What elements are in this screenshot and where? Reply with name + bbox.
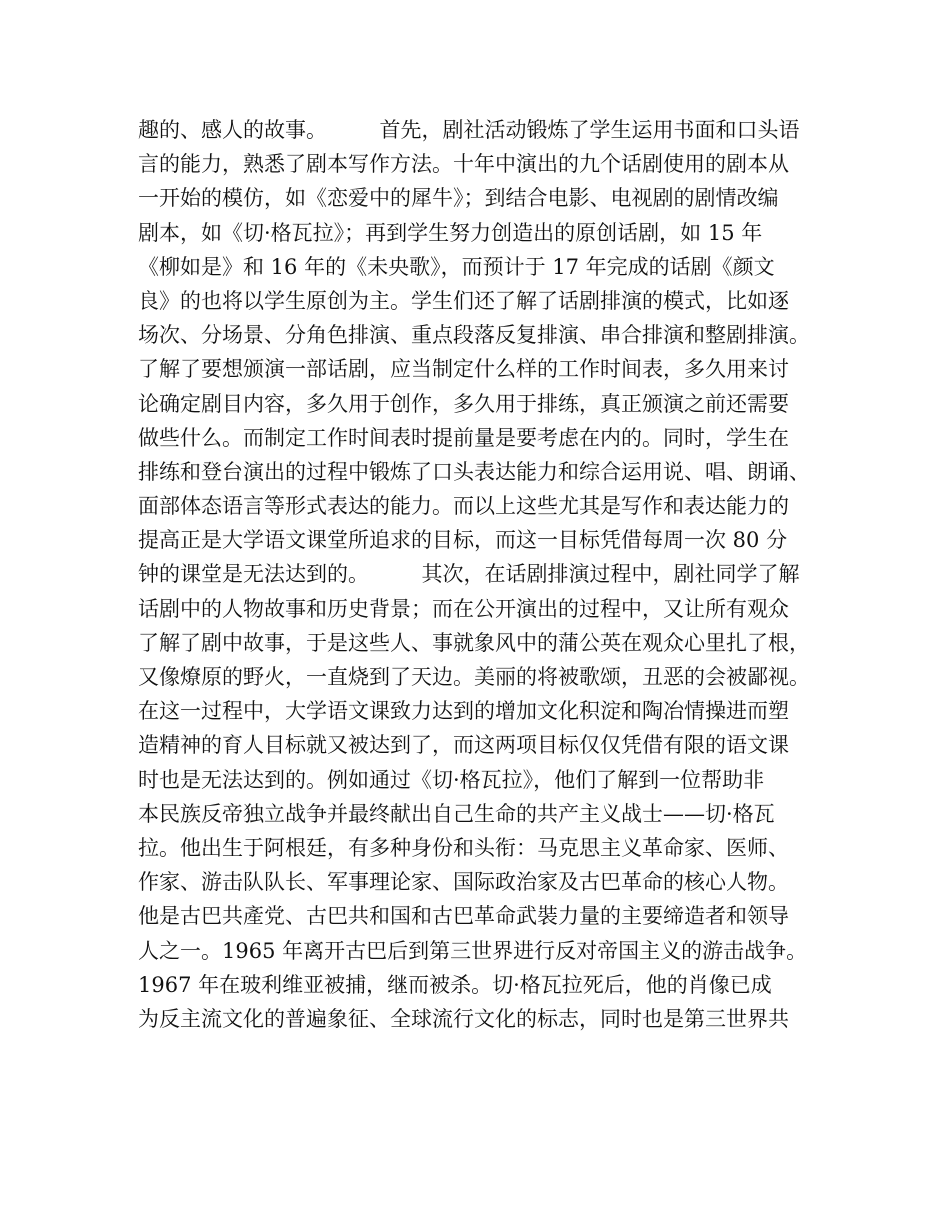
- text-line: 良》的也将以学生原创为主。学生们还了解了话剧排演的模式，比如逐: [138, 288, 789, 313]
- text-line: 造精神的育人目标就又被达到了，而这两项目标仅仅凭借有限的语文课: [138, 733, 789, 758]
- text-line: 钟的课堂是无法达到的。 其次，在话剧排演过程中，剧社同学了解: [138, 562, 800, 587]
- text-line: 在这一过程中，大学语文课致力达到的增加文化积淀和陶冶情操进而塑: [138, 699, 789, 724]
- text-line: 本民族反帝独立战争并最终献出自己生命的共产主义战士——切·格瓦: [138, 801, 775, 826]
- text-line: 排练和登台演出的过程中锻炼了口头表达能力和综合运用说、唱、朗诵、: [138, 459, 810, 484]
- text-line: 为反主流文化的普遍象征、全球流行文化的标志，同时也是第三世界共: [138, 1006, 789, 1031]
- text-line: 人之一。1965 年离开古巴后到第三世界进行反对帝国主义的游击战争。: [138, 938, 808, 963]
- text-line: 面部体态语言等形式表达的能力。而以上这些尤其是写作和表达能力的: [138, 494, 789, 519]
- text-line: 《柳如是》和 16 年的《未央歌》，而预计于 17 年完成的话剧《颜文: [138, 254, 775, 279]
- text-line: 趣的、感人的故事。 首先，剧社活动锻炼了学生运用书面和口头语: [138, 118, 800, 142]
- text-line: 作家、游击队队长、军事理论家、国际政治家及古巴革命的核心人物。: [138, 870, 789, 895]
- text-line: 拉。他出生于阿根廷，有多种身份和头衔：马克思主义革命家、医师、: [138, 835, 789, 860]
- text-line: 1967 年在玻利维亚被捕，继而被杀。切·格瓦拉死后，他的肖像已成: [138, 972, 772, 997]
- text-line: 论确定剧目内容，多久用于创作，多久用于排练，真正颁演之前还需要: [138, 391, 789, 416]
- text-line: 了解了要想颁演一部话剧，应当制定什么样的工作时间表，多久用来讨: [138, 357, 789, 382]
- text-line: 一开始的模仿，如《恋爱中的犀牛》；到结合电影、电视剧的剧情改编: [138, 186, 779, 211]
- text-line: 言的能力，熟悉了剧本写作方法。十年中演出的九个话剧使用的剧本从: [138, 152, 789, 177]
- text-line: 他是古巴共產党、古巴共和国和古巴革命武裝力量的主要缔造者和领导: [138, 904, 789, 929]
- text-line: 话剧中的人物故事和历史背景；而在公开演出的过程中，又让所有观众: [138, 596, 789, 621]
- body-text: [138, 113, 828, 1036]
- text-line: 了解了剧中故事，于是这些人、事就象风中的蒲公英在观众心里扎了根，: [138, 630, 810, 655]
- text-line: 剧本，如《切·格瓦拉》；再到学生努力创造出的原创话剧，如 15 年: [138, 220, 763, 245]
- text-line: 又像燎原的野火，一直烧到了天边。美丽的将被歌颂，丑恶的会被鄙视。: [138, 665, 810, 689]
- text-line: 时也是无法达到的。例如通过《切·格瓦拉》，他们了解到一位帮助非: [138, 767, 765, 792]
- text-line: 场次、分场景、分角色排演、重点段落反复排演、串合排演和整剧排演。: [138, 323, 810, 348]
- text-line: 提高正是大学语文课堂所追求的目标，而这一目标凭借每周一次 80 分: [138, 528, 788, 553]
- text-line: 做些什么。而制定工作时间表时提前量是要考虑在内的。同时，学生在: [138, 425, 789, 450]
